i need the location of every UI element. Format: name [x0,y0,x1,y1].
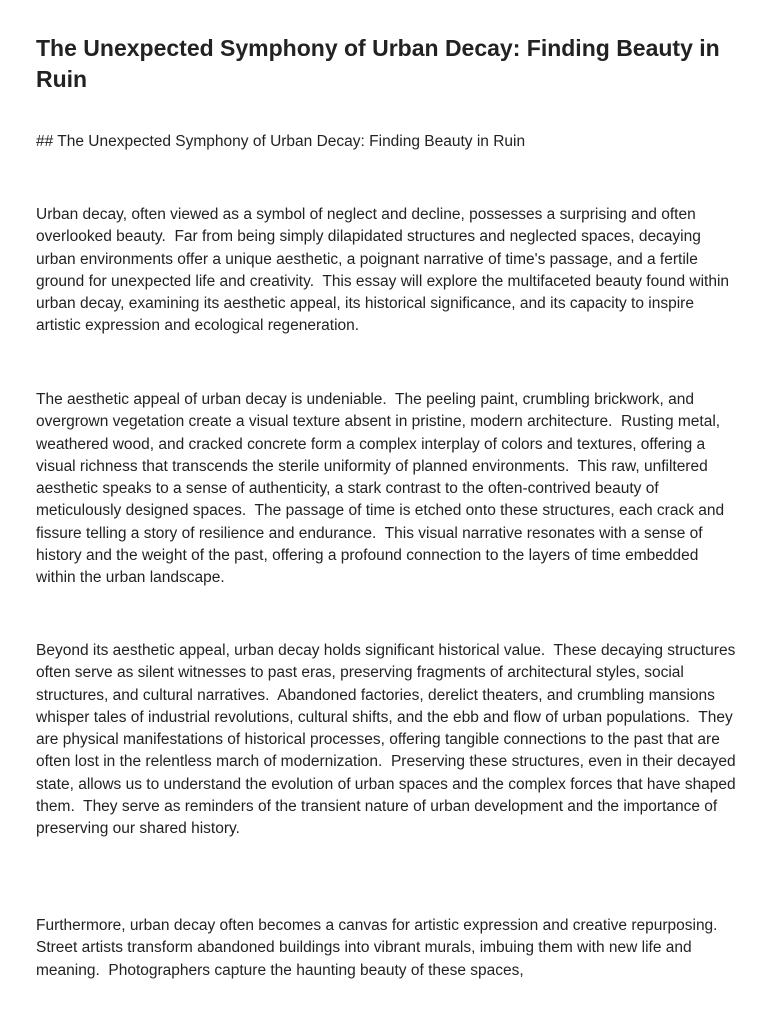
page-title: The Unexpected Symphony of Urban Decay: Finding Beauty in Ruin [36,35,720,92]
paragraph-historical: Beyond its aesthetic appeal, urban decay holds significant historical value. These decaying structures often serve as silent witnesses to past eras, preserving fragments of architectural styles, social structures, and cultural narratives. Abandoned factories, derelict theaters, and crumbling mansions whisper tales of industrial revolutions, cultural shifts, and the ebb and flow of urban populations. They are physical manifestations of historical processes, offering tangible connections to the past that are often lost in the relentless march of modernization. Preserving these structures, even in their decayed state, allows us to understand the evolution of urban spaces and the complex forces that have shaped them. They serve as reminders of the transient nature of urban development and the importance of preserving our shared history. [36,642,740,838]
markdown-heading-text: ## The Unexpected Symphony of Urban Decay: Finding Beauty in Ruin [36,133,526,150]
paragraph-artistic: Furthermore, urban decay often becomes a canvas for artistic expression and creative repurposing. Street artists transform abandoned buildings into vibrant murals, imbuing them with new life and meaning. Photographers capture the haunting beauty of these spaces, [36,917,727,979]
paragraph-aesthetic: The aesthetic appeal of urban decay is undeniable. The peeling paint, crumbling brickwork, and overgrown vegetation create a visual texture absent in pristine, modern architecture. Rusting metal, weathered wood, and cracked concrete form a complex interplay of colors and textures, offering a visual richness that transcends the sterile uniformity of planned environments. This raw, unfiltered aesthetic speaks to a sense of authenticity, a stark contrast to the often-contrived beauty of meticulously designed spaces. The passage of time is etched onto these structures, each crack and fissure telling a story of resilience and endurance. This visual narrative resonates with a sense of history and the weight of the past, offering a profound connection to the layers of time embedded within the urban landscape. [36,391,729,587]
paragraph-intro: Urban decay, often viewed as a symbol of neglect and decline, possesses a surprising and often overlooked beauty. Far from being simply dilapidated structures and neglected spaces, decaying urban environments offer a unique aesthetic, a poignant narrative of time's passage, and a fertile ground for unexpected life and creativity. This essay will explore the multifaceted beauty found within urban decay, examining its aesthetic appeal, its historical significance, and its capacity to inspire artistic expression and ecological regeneration. [36,206,734,335]
